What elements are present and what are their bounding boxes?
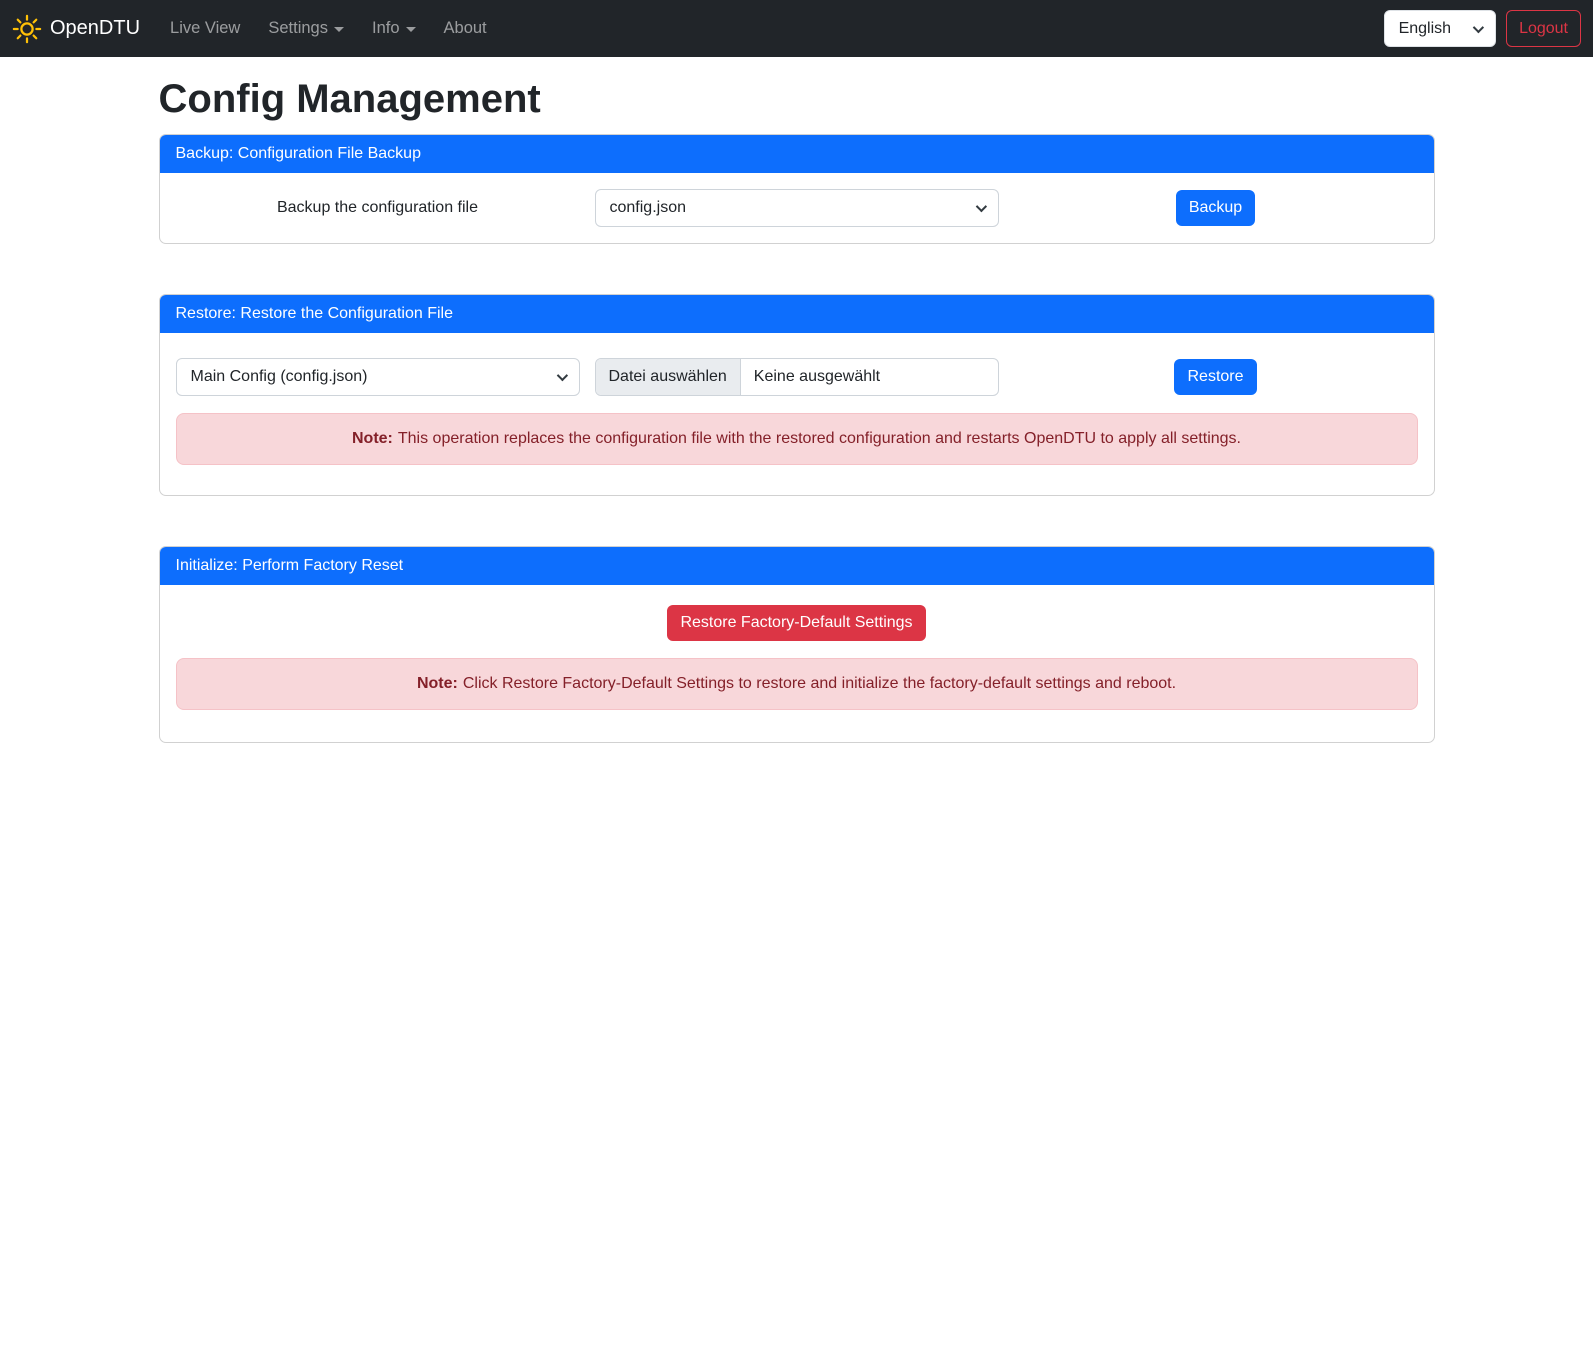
factory-card-header: Initialize: Perform Factory Reset bbox=[160, 547, 1434, 585]
file-choose-button[interactable]: Datei auswählen bbox=[596, 359, 741, 395]
restore-target-select[interactable] bbox=[176, 358, 580, 396]
restore-target-select-value: Main Config (config.json) bbox=[190, 368, 368, 385]
sun-icon bbox=[12, 14, 42, 44]
language-select-value: English bbox=[1398, 19, 1452, 37]
factory-note-alert bbox=[176, 658, 1418, 710]
chevron-down-icon bbox=[975, 201, 986, 212]
navbar bbox=[0, 0, 1593, 57]
nav-info[interactable] bbox=[358, 11, 430, 46]
chevron-down-icon bbox=[406, 27, 416, 32]
restore-button[interactable]: Restore bbox=[1174, 359, 1256, 395]
note-text: This operation replaces the configuration file with the restored configuration and restarts OpenDTU to apply all settings. bbox=[397, 430, 1241, 447]
main-container bbox=[149, 77, 1445, 743]
restore-file-input[interactable] bbox=[595, 358, 999, 396]
note-prefix: Note: bbox=[351, 430, 393, 447]
language-select[interactable] bbox=[1384, 10, 1496, 47]
nav-settings[interactable] bbox=[254, 11, 358, 46]
backup-card bbox=[159, 134, 1435, 244]
nav-live-view[interactable] bbox=[156, 11, 254, 46]
restore-card-header: Restore: Restore the Configuration File bbox=[160, 295, 1434, 333]
backup-button[interactable]: Backup bbox=[1176, 190, 1255, 226]
nav-settings-label: Settings bbox=[268, 19, 328, 37]
restore-card bbox=[159, 294, 1435, 496]
brand-label: OpenDTU bbox=[50, 17, 141, 39]
chevron-down-icon bbox=[334, 27, 344, 32]
chevron-down-icon bbox=[1473, 21, 1484, 32]
backup-file-select[interactable] bbox=[595, 189, 999, 227]
nav-about[interactable] bbox=[430, 11, 501, 46]
brand-link[interactable] bbox=[12, 10, 140, 48]
file-status-text: Keine ausgewählt bbox=[753, 368, 881, 385]
note-prefix: Note: bbox=[416, 675, 458, 692]
factory-reset-button[interactable]: Restore Factory-Default Settings bbox=[667, 605, 925, 641]
nav-live-view-label: Live View bbox=[170, 19, 241, 37]
backup-file-select-value: config.json bbox=[609, 199, 686, 216]
note-text: Click Restore Factory-Default Settings to restore and initialize the factory-default settings and reboot. bbox=[462, 675, 1177, 692]
nav-about-label: About bbox=[443, 19, 487, 37]
backup-card-header: Backup: Configuration File Backup bbox=[160, 135, 1434, 173]
backup-file-label: Backup the configuration file bbox=[276, 199, 478, 216]
chevron-down-icon bbox=[556, 370, 567, 381]
page-title: Config Management bbox=[158, 77, 541, 121]
nav-info-label: Info bbox=[371, 19, 400, 37]
restore-note-alert bbox=[176, 413, 1418, 465]
factory-reset-card bbox=[159, 546, 1435, 743]
logout-button[interactable]: Logout bbox=[1506, 10, 1581, 47]
